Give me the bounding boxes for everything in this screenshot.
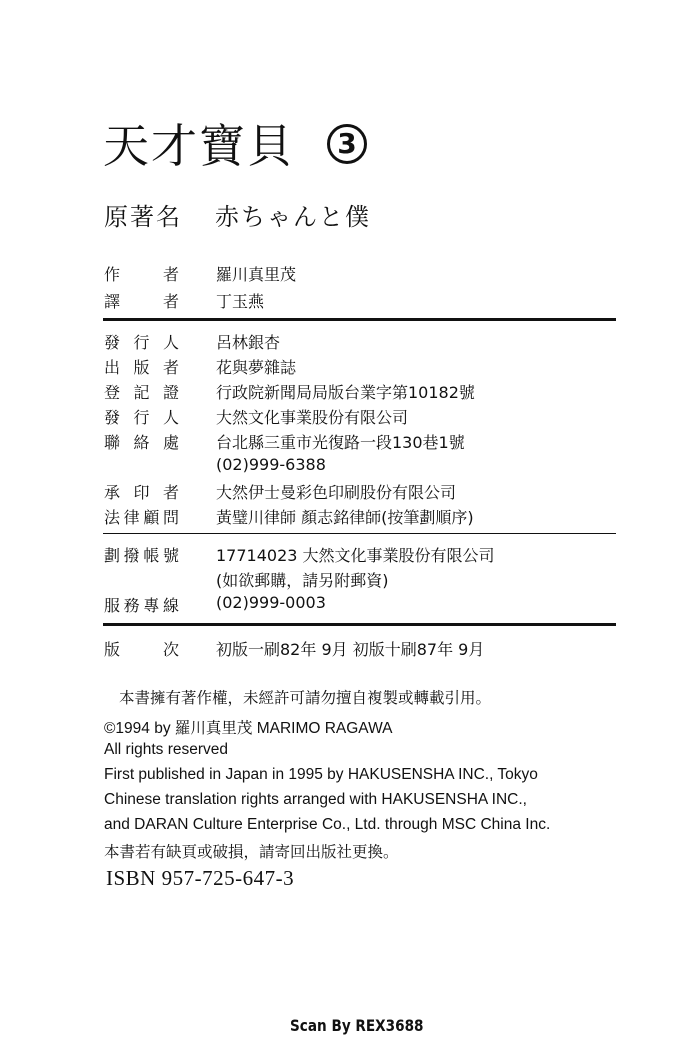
label-char: 人 (162, 333, 179, 352)
pub-value: 大然文化事業股份有限公司 (216, 408, 409, 427)
credit-label-translator (104, 289, 179, 312)
pub-value: 花與夢雜誌 (216, 358, 297, 377)
label-char: 絡 (133, 433, 150, 452)
label-char: 者 (162, 483, 179, 502)
label-char: 行 (133, 333, 150, 352)
pub-label (104, 405, 179, 428)
label-char: 專 (143, 596, 160, 615)
volume-number: 3 (327, 124, 367, 164)
label-char: 版 (104, 640, 121, 659)
label-char: 證 (162, 383, 179, 402)
label-char: 譯 (104, 292, 121, 311)
label-char: 法 (104, 508, 121, 527)
label-char: 號 (162, 546, 179, 565)
label-char: 記 (133, 383, 150, 402)
label-char: 聯 (104, 433, 121, 452)
damage-notice: 本書若有缺頁或破損，請寄回出版社更換。 (104, 844, 399, 861)
book-title: 天才寶貝 (103, 119, 295, 173)
pub-label (104, 505, 179, 528)
credit-value-author: 羅川真里茂 (216, 265, 297, 284)
label-char: 者 (162, 358, 179, 377)
dist-value: 17714023 大然文化事業股份有限公司 (216, 546, 495, 565)
divider (103, 533, 616, 534)
pub-label (104, 430, 179, 453)
credit-value-translator: 丁玉燕 (216, 292, 265, 311)
label-char: 出 (104, 358, 121, 377)
copyright-line: Chinese translation rights arranged with HAKUSENSHA INC., (104, 791, 527, 808)
copyright-notice: 本書擁有著作權，未經許可請勿擅自複製或轉載引用。 (119, 690, 492, 707)
label-char: 問 (162, 508, 179, 527)
pub-value: 大然伊士曼彩色印刷股份有限公司 (216, 483, 457, 502)
pub-value: 台北縣三重市光復路一段130巷1號 (216, 433, 465, 452)
label-char: 服 (104, 596, 121, 615)
label-char: 者 (162, 292, 179, 311)
pub-label (104, 480, 179, 503)
label-char: 登 (104, 383, 121, 402)
pub-value-phone: (02)999-6388 (216, 455, 326, 474)
edition-value: 初版一刷82年 9月 初版十刷87年 9月 (216, 640, 485, 659)
pub-value: 黃璧川律師 顏志銘律師(按筆劃順序) (216, 508, 474, 527)
isbn: ISBN 957-725-647-3 (106, 866, 295, 890)
pub-label (104, 355, 179, 378)
label-char: 線 (162, 596, 179, 615)
label-char: 處 (162, 433, 179, 452)
label-char: 人 (162, 408, 179, 427)
divider (103, 623, 616, 626)
label-char: 帳 (143, 546, 160, 565)
dist-value: (02)999-0003 (216, 593, 326, 612)
dist-label (104, 543, 179, 566)
pub-value: 呂林銀杏 (216, 333, 281, 352)
label-char: 印 (133, 483, 150, 502)
copyright-line: First published in Japan in 1995 by HAKUSENSHA INC., Tokyo (104, 766, 538, 783)
dist-label (104, 593, 179, 616)
label-char: 行 (133, 408, 150, 427)
pub-value: 行政院新聞局局版台業字第10182號 (216, 383, 475, 402)
label-char: 劃 (104, 546, 121, 565)
label-char: 顧 (143, 508, 160, 527)
original-title: 赤ちゃんと僕 (215, 203, 371, 231)
pub-label (104, 380, 179, 403)
label-char: 發 (104, 408, 121, 427)
edition-label (104, 637, 179, 660)
label-char: 次 (162, 640, 179, 659)
pub-label (104, 330, 179, 353)
label-char: 務 (123, 596, 140, 615)
label-char: 發 (104, 333, 121, 352)
scan-credit: Scan By REX3688 (290, 1016, 424, 1035)
label-char: 律 (123, 508, 140, 527)
label-char: 撥 (123, 546, 140, 565)
label-char: 版 (133, 358, 150, 377)
copyright-line: All rights reserved (104, 741, 229, 758)
divider (103, 318, 616, 321)
label-char: 承 (104, 483, 121, 502)
credit-label-author (104, 262, 179, 285)
label-char: 作 (104, 265, 121, 284)
copyright-line: ©1994 by 羅川真里茂 MARIMO RAGAWA (104, 720, 393, 737)
copyright-line: and DARAN Culture Enterprise Co., Ltd. through MSC China Inc. (104, 816, 551, 833)
dist-value-note: (如欲郵購，請另附郵資) (216, 571, 389, 590)
label-char: 者 (162, 265, 179, 284)
original-title-label: 原著名 (104, 203, 182, 231)
